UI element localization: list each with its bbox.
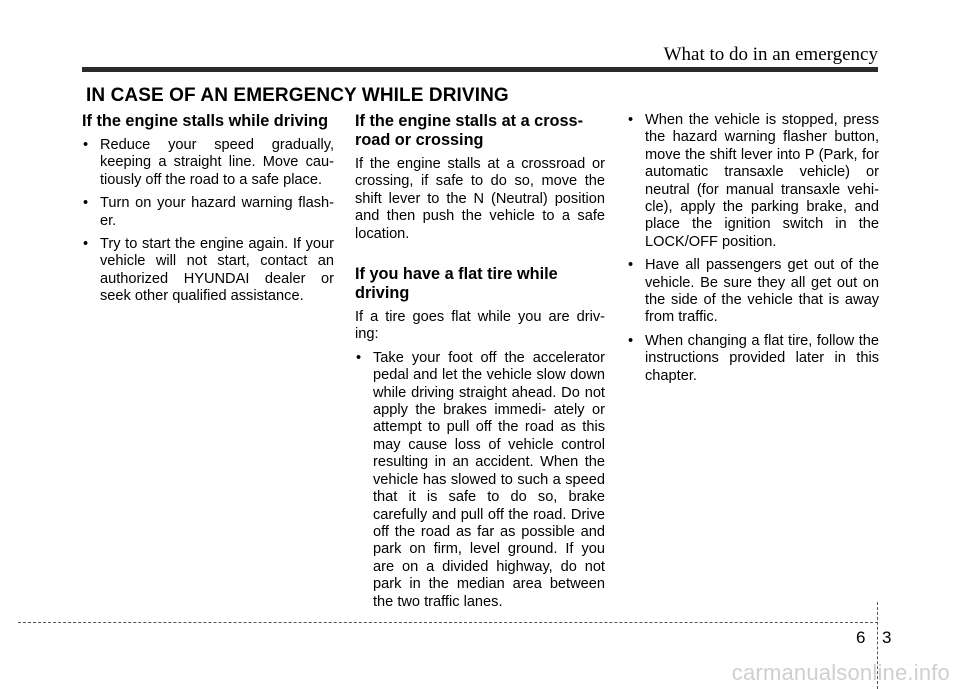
section-title: IN CASE OF AN EMERGENCY WHILE DRIVING: [86, 85, 509, 106]
chapter-number: 6: [856, 628, 866, 647]
list-item-text: When changing a flat tire, follow the instructions provided later in this chapter.: [645, 332, 879, 384]
bullet-icon: •: [83, 236, 89, 253]
list-item-text: When the vehicle is stopped, press the hazard warning flasher button, move the shift lever into P (Park, for automatic transaxle vehicle) or neutral (for manual transaxle vehi- cle), apply the parking brake, and place the ignition switch in the LOCK/OFF position.: [645, 112, 879, 250]
list-item: [627, 257, 879, 327]
list-item: [627, 333, 879, 385]
bullet-list-engine-stalls: [82, 137, 334, 306]
bullet-list-stopped-vehicle: [627, 112, 879, 385]
footer-dashed-rule: [18, 622, 878, 623]
column-1: [82, 112, 334, 312]
list-item: [82, 236, 334, 306]
list-item-text: Reduce your speed gradually, keeping a straight line. Move cau- tiously off the road to a safe place.: [100, 137, 334, 188]
page-number: 3: [882, 628, 892, 647]
list-item: [355, 350, 605, 611]
subheading-flat-tire: If you have a flat tire while driving: [355, 265, 558, 303]
header-rule: [82, 67, 878, 72]
subheading-engine-stalls-crossroad: If the engine stalls at a cross- road or crossing: [355, 112, 584, 149]
bullet-list-flat-tire: [355, 350, 605, 611]
list-item: [82, 195, 334, 230]
list-item: [627, 112, 879, 251]
list-item: [82, 137, 334, 189]
paragraph-flat-tire: If a tire goes flat while you are driv- ing:: [355, 309, 605, 343]
watermark-text: carmanualsonline.info: [731, 660, 950, 685]
list-item-text: Take your foot off the accelerator pedal and let the vehicle slow down while driving straight ahead. Do not apply the brakes immedi- ately or attempt to pull off the road as this may cause loss of vehicle control resulting in an accident. When the vehicle has slowed to such a speed that it is safe to do so, brake carefully and pull off the road. Drive off the road as far as possible and park on firm, level ground. If you are on a divided highway, do not park in the median area between the two traffic lanes.: [373, 349, 605, 610]
subheading-engine-stalls-driving: If the engine stalls while driving: [82, 112, 329, 130]
bullet-icon: •: [83, 137, 89, 153]
bullet-icon: •: [628, 332, 634, 349]
list-item-text: Turn on your hazard warning flash- er.: [100, 195, 334, 229]
list-item-text: Try to start the engine again. If your vehicle will not start, contact an authorized HYUNDAI dealer or seek other qualified assistance.: [100, 236, 334, 305]
bullet-icon: •: [83, 195, 89, 212]
chapter-header-title: What to do in an emergency: [663, 44, 878, 65]
bullet-icon: •: [628, 112, 634, 128]
list-item-text: Have all passengers get out of the vehicle. Be sure they all get out on the side of the vehicle that is away from traffic.: [645, 257, 879, 326]
column-2: [355, 112, 605, 617]
bullet-icon: •: [356, 349, 362, 366]
paragraph-crossroad: If the engine stalls at a crossroad or crossing, if safe to do so, move the shift lever to the N (Neutral) position and then push the vehicle to a safe location.: [355, 156, 605, 242]
bullet-icon: •: [628, 257, 634, 274]
column-3: [627, 112, 879, 391]
